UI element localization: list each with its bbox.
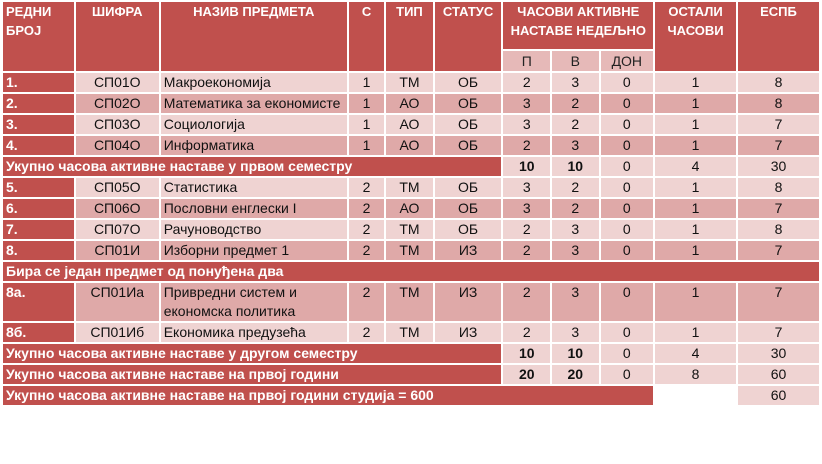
row-tip: АО — [386, 115, 433, 134]
row-don: 0 — [601, 199, 654, 218]
row-s: 2 — [349, 178, 384, 197]
table-row — [3, 199, 819, 218]
row-don: 0 — [601, 136, 654, 155]
table-row — [3, 73, 819, 92]
row-tip: ТМ — [386, 241, 433, 260]
row-s: 2 — [349, 283, 384, 321]
row-ostali: 1 — [655, 136, 736, 155]
row-naziv: Привредни систем и економска политика — [161, 283, 347, 321]
row-s: 1 — [349, 94, 384, 113]
row-v: 2 — [552, 115, 599, 134]
study-total-row — [3, 386, 819, 405]
row-naziv: Макроекономија — [161, 73, 347, 92]
total-p: 10 — [503, 157, 550, 176]
row-tip: АО — [386, 136, 433, 155]
row-tip: ТМ — [386, 73, 433, 92]
row-espb: 7 — [738, 136, 819, 155]
row-don: 0 — [601, 283, 654, 321]
row-p: 3 — [503, 178, 550, 197]
row-tip: АО — [386, 94, 433, 113]
row-espb: 8 — [738, 73, 819, 92]
row-s: 2 — [349, 323, 384, 342]
header-espb: ЕСПБ — [738, 2, 819, 71]
row-naziv: Математика за економисте — [161, 94, 347, 113]
row-rb: 7. — [3, 220, 74, 239]
row-s: 2 — [349, 220, 384, 239]
table-row — [3, 136, 819, 155]
row-v: 2 — [552, 178, 599, 197]
row-rb: 5. — [3, 178, 74, 197]
table-row — [3, 94, 819, 113]
row-sifra: СП01Иа — [76, 283, 159, 321]
row-v: 3 — [552, 73, 599, 92]
row-don: 0 — [601, 323, 654, 342]
total-label: Укупно часова активне наставе у другом семестру — [3, 344, 501, 363]
row-p: 3 — [503, 94, 550, 113]
total-ostali: 4 — [655, 157, 736, 176]
row-p: 2 — [503, 73, 550, 92]
header-naziv: НАЗИВ ПРЕДМЕТА — [161, 2, 347, 71]
row-naziv: Статистика — [161, 178, 347, 197]
row-ostali: 1 — [655, 115, 736, 134]
row-espb: 8 — [738, 220, 819, 239]
year-total-row — [3, 365, 819, 384]
study-total-espb: 60 — [738, 386, 819, 405]
row-don: 0 — [601, 94, 654, 113]
total-espb: 60 — [738, 365, 819, 384]
row-espb: 7 — [738, 283, 819, 321]
total-espb: 30 — [738, 157, 819, 176]
row-p: 2 — [503, 220, 550, 239]
row-rb: 8. — [3, 241, 74, 260]
row-status: ОБ — [435, 178, 502, 197]
row-p: 3 — [503, 199, 550, 218]
row-status: ИЗ — [435, 241, 502, 260]
row-status: ОБ — [435, 199, 502, 218]
row-ostali: 1 — [655, 220, 736, 239]
row-espb: 8 — [738, 94, 819, 113]
row-sifra: СП07О — [76, 220, 159, 239]
table-row — [3, 323, 819, 342]
row-status: ОБ — [435, 73, 502, 92]
total-v: 10 — [552, 157, 599, 176]
row-p: 2 — [503, 136, 550, 155]
row-tip: ТМ — [386, 220, 433, 239]
row-sifra: СП06О — [76, 199, 159, 218]
row-sifra: СП01Иб — [76, 323, 159, 342]
header-s: С — [349, 2, 384, 71]
row-naziv: Социологија — [161, 115, 347, 134]
semester-1-total-row — [3, 157, 819, 176]
row-s: 2 — [349, 199, 384, 218]
row-tip: ТМ — [386, 283, 433, 321]
header-rb: РЕДНИ БРОЈ — [3, 2, 74, 71]
row-status: ОБ — [435, 220, 502, 239]
row-p: 2 — [503, 241, 550, 260]
total-label: Укупно часова активне наставе у првом семестру — [3, 157, 501, 176]
row-espb: 7 — [738, 323, 819, 342]
table-row — [3, 178, 819, 197]
study-total-label: Укупно часова активне наставе на првој години студија = 600 — [3, 386, 653, 405]
total-don: 0 — [601, 344, 654, 363]
header-don: ДОН — [601, 51, 654, 71]
row-rb: 3. — [3, 115, 74, 134]
semester-2-total-row — [3, 344, 819, 363]
row-p: 3 — [503, 115, 550, 134]
row-tip: ТМ — [386, 178, 433, 197]
row-espb: 8 — [738, 178, 819, 197]
total-p: 10 — [503, 344, 550, 363]
row-ostali: 1 — [655, 73, 736, 92]
row-espb: 7 — [738, 241, 819, 260]
row-ostali: 1 — [655, 283, 736, 321]
row-rb: 1. — [3, 73, 74, 92]
header-casovi: ЧАСОВИ АКТИВНЕ НАСТАВЕ НЕДЕЉНО — [503, 2, 653, 49]
row-rb: 8б. — [3, 323, 74, 342]
row-rb: 8а. — [3, 283, 74, 321]
header-sifra: ШИФРА — [76, 2, 159, 71]
row-rb: 4. — [3, 136, 74, 155]
row-don: 0 — [601, 220, 654, 239]
row-v: 3 — [552, 220, 599, 239]
row-ostali: 1 — [655, 178, 736, 197]
row-v: 3 — [552, 283, 599, 321]
table-row — [3, 241, 819, 260]
total-don: 0 — [601, 157, 654, 176]
row-tip: АО — [386, 199, 433, 218]
row-don: 0 — [601, 115, 654, 134]
row-sifra: СП02О — [76, 94, 159, 113]
row-naziv: Пословни енглески I — [161, 199, 347, 218]
row-ostali: 1 — [655, 94, 736, 113]
header-ostali: ОСТАЛИ ЧАСОВИ — [655, 2, 736, 71]
row-status: ОБ — [435, 94, 502, 113]
row-naziv: Информатика — [161, 136, 347, 155]
row-ostali: 1 — [655, 199, 736, 218]
row-don: 0 — [601, 73, 654, 92]
total-don: 0 — [601, 365, 654, 384]
row-p: 2 — [503, 323, 550, 342]
header-status: СТАТУС — [435, 2, 502, 71]
row-s: 1 — [349, 73, 384, 92]
header-p: П — [503, 51, 550, 71]
total-p: 20 — [503, 365, 550, 384]
row-naziv: Изборни предмет 1 — [161, 241, 347, 260]
elective-note-row — [3, 262, 819, 281]
row-sifra: СП01О — [76, 73, 159, 92]
row-naziv: Економика предузећа — [161, 323, 347, 342]
row-v: 2 — [552, 199, 599, 218]
table-row — [3, 115, 819, 134]
row-espb: 7 — [738, 115, 819, 134]
curriculum-table — [1, 0, 821, 407]
total-ostali: 8 — [655, 365, 736, 384]
row-sifra: СП04О — [76, 136, 159, 155]
total-espb: 30 — [738, 344, 819, 363]
row-sifra: СП03О — [76, 115, 159, 134]
elective-note: Бира се један предмет од понуђена два — [3, 262, 819, 281]
total-ostali: 4 — [655, 344, 736, 363]
row-status: ИЗ — [435, 323, 502, 342]
row-sifra: СП01И — [76, 241, 159, 260]
row-espb: 7 — [738, 199, 819, 218]
row-v: 3 — [552, 241, 599, 260]
blank-cell — [655, 386, 736, 405]
row-sifra: СП05О — [76, 178, 159, 197]
row-v: 2 — [552, 94, 599, 113]
row-rb: 6. — [3, 199, 74, 218]
row-status: ИЗ — [435, 283, 502, 321]
total-v: 20 — [552, 365, 599, 384]
header-v: В — [552, 51, 599, 71]
row-s: 1 — [349, 136, 384, 155]
row-rb: 2. — [3, 94, 74, 113]
row-ostali: 1 — [655, 323, 736, 342]
row-naziv: Рачуноводство — [161, 220, 347, 239]
row-s: 2 — [349, 241, 384, 260]
row-don: 0 — [601, 241, 654, 260]
table-row — [3, 283, 819, 321]
header-tip: ТИП — [386, 2, 433, 71]
row-status: ОБ — [435, 115, 502, 134]
row-don: 0 — [601, 178, 654, 197]
row-tip: ТМ — [386, 323, 433, 342]
row-v: 3 — [552, 136, 599, 155]
total-v: 10 — [552, 344, 599, 363]
row-ostali: 1 — [655, 241, 736, 260]
row-s: 1 — [349, 115, 384, 134]
total-label: Укупно часова активне наставе на првој години — [3, 365, 501, 384]
table-row — [3, 220, 819, 239]
row-p: 2 — [503, 283, 550, 321]
row-status: ОБ — [435, 136, 502, 155]
row-v: 3 — [552, 323, 599, 342]
